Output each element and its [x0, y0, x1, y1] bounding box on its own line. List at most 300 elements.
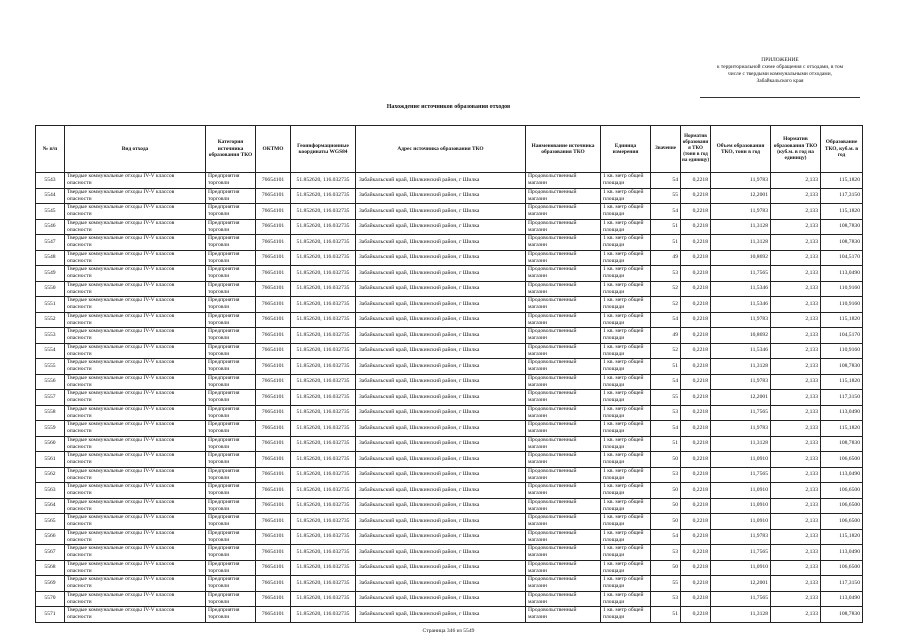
- value-text: 55: [672, 393, 678, 400]
- source-category-text: Предприятия торговли: [208, 328, 240, 342]
- oktmo-text: 76654101: [261, 238, 285, 245]
- volume-tons-text: 11,5346: [750, 285, 768, 292]
- cell-waste-type: [65, 529, 206, 545]
- cell-value: [651, 173, 681, 189]
- address-text: Забайкальский край, Шилкинский район, г Шилка: [359, 362, 480, 369]
- volume-m3-text: 104,5170: [839, 254, 860, 261]
- cell-unit: [601, 405, 651, 421]
- cell-row-number: [36, 452, 65, 468]
- unit-text: 1 кв. метр общей площади: [603, 281, 644, 295]
- waste-type-text: Твердые коммунальные отходы IV-V классов опасности: [67, 312, 175, 326]
- coordinates-text: 51.852620, 116.032735: [296, 331, 350, 338]
- table-row: [36, 343, 863, 359]
- cell-waste-type: [65, 545, 206, 561]
- cell-volume-m3: [821, 390, 863, 406]
- table-row: [36, 374, 863, 390]
- unit-text: 1 кв. метр общей площади: [603, 607, 644, 621]
- cell-oktmo: [256, 374, 291, 390]
- unit-text: 1 кв. метр общей площади: [603, 188, 644, 202]
- volume-tons-text: 11,9783: [750, 378, 768, 385]
- norm-tons-text: 0,2218: [692, 564, 708, 571]
- norm-m3-text: 2,133: [805, 300, 818, 307]
- row-number-text: 5568: [44, 564, 56, 571]
- volume-tons-text: 11,9783: [750, 316, 768, 323]
- waste-type-text: Твердые коммунальные отходы IV-V классов опасности: [67, 281, 175, 295]
- volume-tons-text: 10,8692: [749, 254, 768, 261]
- norm-tons-text: 0,2218: [692, 533, 708, 540]
- address-text: Забайкальский край, Шилкинский район, г Шилка: [359, 548, 480, 555]
- cell-address: [356, 436, 526, 452]
- cell-volume-tons: [711, 576, 771, 592]
- source-category-text: Предприятия торговли: [208, 514, 240, 528]
- coordinates-text: 51.852620, 116.032735: [296, 595, 350, 602]
- cell-source-category: [206, 452, 256, 468]
- cell-oktmo: [256, 529, 291, 545]
- cell-address: [356, 188, 526, 204]
- value-text: 54: [672, 378, 678, 385]
- row-number-text: 5551: [44, 300, 56, 307]
- cell-oktmo: [256, 266, 291, 282]
- source-category-text: Предприятия торговли: [208, 235, 240, 249]
- cell-address: [356, 576, 526, 592]
- source-category-text: Предприятия торговли: [208, 436, 240, 450]
- oktmo-text: 76654101: [261, 595, 285, 602]
- oktmo-text: 76654101: [261, 362, 285, 369]
- address-text: Забайкальский край, Шилкинский район, г Шилка: [359, 610, 480, 617]
- cell-oktmo: [256, 328, 291, 344]
- cell-address: [356, 235, 526, 251]
- coordinates-text: 51.852620, 116.032735: [296, 440, 350, 447]
- header-volume-tons: Объем образования ТКО, тонн в год: [711, 126, 771, 173]
- header-source-category: Категория источника образования ТКО: [206, 126, 256, 173]
- oktmo-text: 76654101: [261, 176, 285, 183]
- oktmo-text: 76654101: [261, 440, 285, 447]
- cell-value: [651, 514, 681, 530]
- row-number-text: 5557: [44, 393, 56, 400]
- value-text: 50: [672, 502, 678, 509]
- cell-row-number: [36, 591, 65, 607]
- cell-coordinates: [291, 235, 356, 251]
- cell-unit: [601, 607, 651, 623]
- cell-waste-type: [65, 281, 206, 297]
- address-text: Забайкальский край, Шилкинский район, г Шилка: [359, 176, 480, 183]
- cell-source-name: [526, 607, 601, 623]
- header-oktmo: ОКТМО: [256, 126, 291, 173]
- unit-text: 1 кв. метр общей площади: [603, 560, 644, 574]
- coordinates-text: 51.852620, 116.032735: [296, 223, 350, 230]
- cell-norm-m3: [771, 281, 821, 297]
- cell-norm-tons: [681, 266, 711, 282]
- cell-volume-tons: [711, 483, 771, 499]
- header-value: Значение: [651, 126, 681, 173]
- volume-tons-text: 11,9783: [750, 424, 768, 431]
- cell-volume-tons: [711, 188, 771, 204]
- cell-norm-m3: [771, 591, 821, 607]
- value-text: 52: [672, 285, 678, 292]
- cell-norm-m3: [771, 560, 821, 576]
- cell-source-category: [206, 576, 256, 592]
- row-number-text: 5554: [44, 347, 56, 354]
- cell-volume-m3: [821, 436, 863, 452]
- address-text: Забайкальский край, Шилкинский район, г Шилка: [359, 455, 480, 462]
- cell-oktmo: [256, 219, 291, 235]
- cell-address: [356, 297, 526, 313]
- volume-tons-text: 10,8692: [749, 331, 768, 338]
- cell-oktmo: [256, 405, 291, 421]
- cell-norm-m3: [771, 297, 821, 313]
- unit-text: 1 кв. метр общей площади: [603, 436, 644, 450]
- cell-coordinates: [291, 591, 356, 607]
- source-name-text: Продовольственный магазин: [528, 359, 577, 373]
- table-row: [36, 281, 863, 297]
- cell-norm-m3: [771, 188, 821, 204]
- unit-text: 1 кв. метр общей площади: [603, 374, 644, 388]
- volume-tons-text: 11,3128: [750, 362, 768, 369]
- cell-volume-m3: [821, 328, 863, 344]
- cell-source-category: [206, 204, 256, 220]
- waste-type-text: Твердые коммунальные отходы IV-V классов опасности: [67, 514, 175, 528]
- header-waste-type: Вид отхода: [65, 126, 206, 173]
- cell-volume-m3: [821, 467, 863, 483]
- cell-norm-m3: [771, 266, 821, 282]
- norm-m3-text: 2,133: [805, 579, 818, 586]
- source-name-text: Продовольственный магазин: [528, 219, 577, 233]
- row-number-text: 5566: [44, 533, 56, 540]
- cell-volume-m3: [821, 188, 863, 204]
- source-category-text: Предприятия торговли: [208, 467, 240, 481]
- norm-m3-text: 2,133: [805, 502, 818, 509]
- volume-m3-text: 110,9160: [839, 347, 860, 354]
- volume-tons-text: 11,7565: [750, 269, 768, 276]
- cell-unit: [601, 545, 651, 561]
- norm-tons-text: 0,2218: [692, 610, 708, 617]
- source-name-text: Продовольственный магазин: [528, 173, 577, 187]
- oktmo-text: 76654101: [261, 300, 285, 307]
- header-address: Адрес источника образования ТКО: [356, 126, 526, 173]
- unit-text: 1 кв. метр общей площади: [603, 421, 644, 435]
- address-text: Забайкальский край, Шилкинский район, г Шилка: [359, 533, 480, 540]
- cell-volume-tons: [711, 173, 771, 189]
- cell-waste-type: [65, 235, 206, 251]
- cell-coordinates: [291, 374, 356, 390]
- value-text: 54: [672, 316, 678, 323]
- cell-value: [651, 452, 681, 468]
- value-text: 54: [672, 424, 678, 431]
- unit-text: 1 кв. метр общей площади: [603, 359, 644, 373]
- row-number-text: 5560: [44, 440, 56, 447]
- cell-row-number: [36, 390, 65, 406]
- waste-type-text: Твердые коммунальные отходы IV-V классов опасности: [67, 328, 175, 342]
- cell-row-number: [36, 235, 65, 251]
- cell-coordinates: [291, 297, 356, 313]
- volume-tons-text: 11,0910: [750, 486, 768, 493]
- cell-source-name: [526, 529, 601, 545]
- oktmo-text: 76654101: [261, 331, 285, 338]
- cell-unit: [601, 297, 651, 313]
- cell-unit: [601, 235, 651, 251]
- waste-type-text: Твердые коммунальные отходы IV-V классов опасности: [67, 374, 175, 388]
- volume-tons-text: 11,7565: [750, 595, 768, 602]
- source-name-text: Продовольственный магазин: [528, 266, 577, 280]
- table-row: [36, 204, 863, 220]
- address-text: Забайкальский край, Шилкинский район, г Шилка: [359, 440, 480, 447]
- cell-norm-tons: [681, 374, 711, 390]
- cell-oktmo: [256, 297, 291, 313]
- cell-volume-m3: [821, 452, 863, 468]
- cell-norm-m3: [771, 514, 821, 530]
- cell-waste-type: [65, 498, 206, 514]
- source-name-text: Продовольственный магазин: [528, 250, 577, 264]
- waste-type-text: Твердые коммунальные отходы IV-V классов опасности: [67, 498, 175, 512]
- cell-waste-type: [65, 560, 206, 576]
- cell-source-name: [526, 173, 601, 189]
- header-row-number: № п/п: [36, 126, 65, 173]
- cell-volume-m3: [821, 607, 863, 623]
- cell-volume-m3: [821, 498, 863, 514]
- value-text: 53: [672, 548, 678, 555]
- cell-volume-tons: [711, 266, 771, 282]
- unit-text: 1 кв. метр общей площади: [603, 390, 644, 404]
- norm-m3-text: 2,133: [805, 440, 818, 447]
- source-name-text: Продовольственный магазин: [528, 514, 577, 528]
- row-number-text: 5556: [44, 378, 56, 385]
- cell-volume-m3: [821, 204, 863, 220]
- cell-source-name: [526, 591, 601, 607]
- waste-type-text: Твердые коммунальные отходы IV-V классов опасности: [67, 188, 175, 202]
- source-category-text: Предприятия торговли: [208, 529, 240, 543]
- table-row: [36, 359, 863, 375]
- cell-address: [356, 483, 526, 499]
- source-name-text: Продовольственный магазин: [528, 591, 577, 605]
- volume-tons-text: 11,3128: [750, 610, 768, 617]
- cell-source-name: [526, 359, 601, 375]
- cell-oktmo: [256, 204, 291, 220]
- cell-volume-tons: [711, 529, 771, 545]
- cell-value: [651, 328, 681, 344]
- cell-unit: [601, 219, 651, 235]
- cell-address: [356, 343, 526, 359]
- cell-volume-m3: [821, 312, 863, 328]
- row-number-text: 5548: [44, 254, 56, 261]
- norm-m3-text: 2,133: [805, 176, 818, 183]
- header-norm-m3: Норматив образования ТКО (куб.м. в год на единицу): [771, 126, 821, 173]
- cell-address: [356, 204, 526, 220]
- cell-unit: [601, 359, 651, 375]
- cell-norm-tons: [681, 467, 711, 483]
- cell-norm-tons: [681, 173, 711, 189]
- cell-address: [356, 250, 526, 266]
- oktmo-text: 76654101: [261, 269, 285, 276]
- waste-type-text: Твердые коммунальные отходы IV-V классов опасности: [67, 343, 175, 357]
- cell-source-category: [206, 436, 256, 452]
- row-number-text: 5571: [44, 610, 56, 617]
- header-volume-m3: Образование ТКО, куб.м. в год: [821, 126, 863, 173]
- address-text: Забайкальский край, Шилкинский район, г Шилка: [359, 347, 480, 354]
- cell-value: [651, 436, 681, 452]
- cell-coordinates: [291, 204, 356, 220]
- cell-value: [651, 281, 681, 297]
- row-number-text: 5553: [44, 331, 56, 338]
- cell-volume-tons: [711, 405, 771, 421]
- norm-m3-text: 2,133: [805, 471, 818, 478]
- norm-tons-text: 0,2218: [692, 455, 708, 462]
- address-text: Забайкальский край, Шилкинский район, г Шилка: [359, 595, 480, 602]
- oktmo-text: 76654101: [261, 502, 285, 509]
- cell-row-number: [36, 405, 65, 421]
- norm-tons-text: 0,2218: [692, 300, 708, 307]
- value-text: 52: [672, 300, 678, 307]
- table-row: [36, 514, 863, 530]
- cell-norm-tons: [681, 188, 711, 204]
- row-number-text: 5555: [44, 362, 56, 369]
- value-text: 51: [672, 610, 678, 617]
- cell-value: [651, 607, 681, 623]
- appendix-line: числе с твердыми коммунальными отходами,: [728, 71, 832, 77]
- cell-volume-m3: [821, 421, 863, 437]
- source-category-text: Предприятия торговли: [208, 498, 240, 512]
- coordinates-text: 51.852620, 116.032735: [296, 254, 350, 261]
- cell-value: [651, 312, 681, 328]
- oktmo-text: 76654101: [261, 486, 285, 493]
- value-text: 50: [672, 517, 678, 524]
- coordinates-text: 51.852620, 116.032735: [296, 378, 350, 385]
- cell-norm-m3: [771, 436, 821, 452]
- cell-norm-m3: [771, 607, 821, 623]
- row-number-text: 5546: [44, 223, 56, 230]
- oktmo-text: 76654101: [261, 285, 285, 292]
- volume-m3-text: 113,0490: [839, 548, 860, 555]
- waste-type-text: Твердые коммунальные отходы IV-V классов опасности: [67, 297, 175, 311]
- cell-coordinates: [291, 188, 356, 204]
- source-name-text: Продовольственный магазин: [528, 312, 577, 326]
- cell-coordinates: [291, 467, 356, 483]
- cell-oktmo: [256, 560, 291, 576]
- table-row: [36, 591, 863, 607]
- volume-m3-text: 113,0490: [839, 471, 860, 478]
- cell-volume-tons: [711, 452, 771, 468]
- norm-m3-text: 2,133: [805, 207, 818, 214]
- source-category-text: Предприятия торговли: [208, 219, 240, 233]
- value-text: 49: [672, 254, 678, 261]
- unit-text: 1 кв. метр общей площади: [603, 483, 644, 497]
- cell-source-category: [206, 266, 256, 282]
- value-text: 50: [672, 564, 678, 571]
- cell-volume-m3: [821, 250, 863, 266]
- appendix-heading: ПРИЛОЖЕНИЕ: [761, 57, 799, 63]
- cell-source-category: [206, 591, 256, 607]
- cell-norm-tons: [681, 452, 711, 468]
- cell-source-category: [206, 560, 256, 576]
- source-category-text: Предприятия торговли: [208, 266, 240, 280]
- cell-source-name: [526, 235, 601, 251]
- cell-volume-m3: [821, 343, 863, 359]
- unit-text: 1 кв. метр общей площади: [603, 452, 644, 466]
- coordinates-text: 51.852620, 116.032735: [296, 192, 350, 199]
- norm-tons-text: 0,2218: [692, 471, 708, 478]
- cell-coordinates: [291, 436, 356, 452]
- cell-oktmo: [256, 545, 291, 561]
- cell-waste-type: [65, 452, 206, 468]
- unit-text: 1 кв. метр общей площади: [603, 250, 644, 264]
- waste-type-text: Твердые коммунальные отходы IV-V классов опасности: [67, 266, 175, 280]
- source-name-text: Продовольственный магазин: [528, 390, 577, 404]
- cell-volume-m3: [821, 405, 863, 421]
- volume-m3-text: 108,7830: [839, 238, 860, 245]
- table-row: [36, 390, 863, 406]
- norm-m3-text: 2,133: [805, 533, 818, 540]
- volume-m3-text: 106,6500: [839, 502, 860, 509]
- oktmo-text: 76654101: [261, 223, 285, 230]
- norm-tons-text: 0,2218: [692, 269, 708, 276]
- cell-volume-tons: [711, 591, 771, 607]
- source-category-text: Предприятия торговли: [208, 545, 240, 559]
- cell-waste-type: [65, 390, 206, 406]
- cell-source-name: [526, 266, 601, 282]
- address-text: Забайкальский край, Шилкинский район, г Шилка: [359, 378, 480, 385]
- cell-norm-m3: [771, 312, 821, 328]
- address-text: Забайкальский край, Шилкинский район, г Шилка: [359, 300, 480, 307]
- volume-tons-text: 11,0910: [750, 517, 768, 524]
- cell-source-category: [206, 173, 256, 189]
- volume-m3-text: 113,0490: [839, 409, 860, 416]
- value-text: 50: [672, 455, 678, 462]
- cell-address: [356, 467, 526, 483]
- cell-volume-tons: [711, 436, 771, 452]
- value-text: 55: [672, 192, 678, 199]
- waste-type-text: Твердые коммунальные отходы IV-V классов опасности: [67, 235, 175, 249]
- source-name-text: Продовольственный магазин: [528, 498, 577, 512]
- cell-address: [356, 359, 526, 375]
- cell-unit: [601, 374, 651, 390]
- oktmo-text: 76654101: [261, 455, 285, 462]
- cell-source-category: [206, 374, 256, 390]
- norm-tons-text: 0,2218: [692, 486, 708, 493]
- unit-text: 1 кв. метр общей площади: [603, 343, 644, 357]
- oktmo-text: 76654101: [261, 517, 285, 524]
- cell-source-category: [206, 219, 256, 235]
- cell-waste-type: [65, 188, 206, 204]
- cell-source-name: [526, 188, 601, 204]
- waste-type-text: Твердые коммунальные отходы IV-V классов опасности: [67, 359, 175, 373]
- norm-m3-text: 2,133: [805, 564, 818, 571]
- cell-volume-m3: [821, 591, 863, 607]
- coordinates-text: 51.852620, 116.032735: [296, 455, 350, 462]
- cell-source-category: [206, 312, 256, 328]
- cell-coordinates: [291, 498, 356, 514]
- cell-volume-m3: [821, 560, 863, 576]
- cell-unit: [601, 250, 651, 266]
- row-number-text: 5569: [44, 579, 56, 586]
- volume-m3-text: 108,7830: [839, 440, 860, 447]
- cell-coordinates: [291, 281, 356, 297]
- cell-unit: [601, 483, 651, 499]
- cell-waste-type: [65, 467, 206, 483]
- address-text: Забайкальский край, Шилкинский район, г Шилка: [359, 238, 480, 245]
- norm-tons-text: 0,2218: [692, 285, 708, 292]
- cell-volume-m3: [821, 219, 863, 235]
- cell-norm-tons: [681, 343, 711, 359]
- source-name-text: Продовольственный магазин: [528, 204, 577, 218]
- volume-m3-text: 113,0490: [839, 269, 860, 276]
- table-row: [36, 188, 863, 204]
- unit-text: 1 кв. метр общей площади: [603, 405, 644, 419]
- cell-source-category: [206, 607, 256, 623]
- appendix-divider: [700, 97, 860, 98]
- cell-value: [651, 219, 681, 235]
- waste-type-text: Твердые коммунальные отходы IV-V классов опасности: [67, 436, 175, 450]
- cell-oktmo: [256, 188, 291, 204]
- source-name-text: Продовольственный магазин: [528, 343, 577, 357]
